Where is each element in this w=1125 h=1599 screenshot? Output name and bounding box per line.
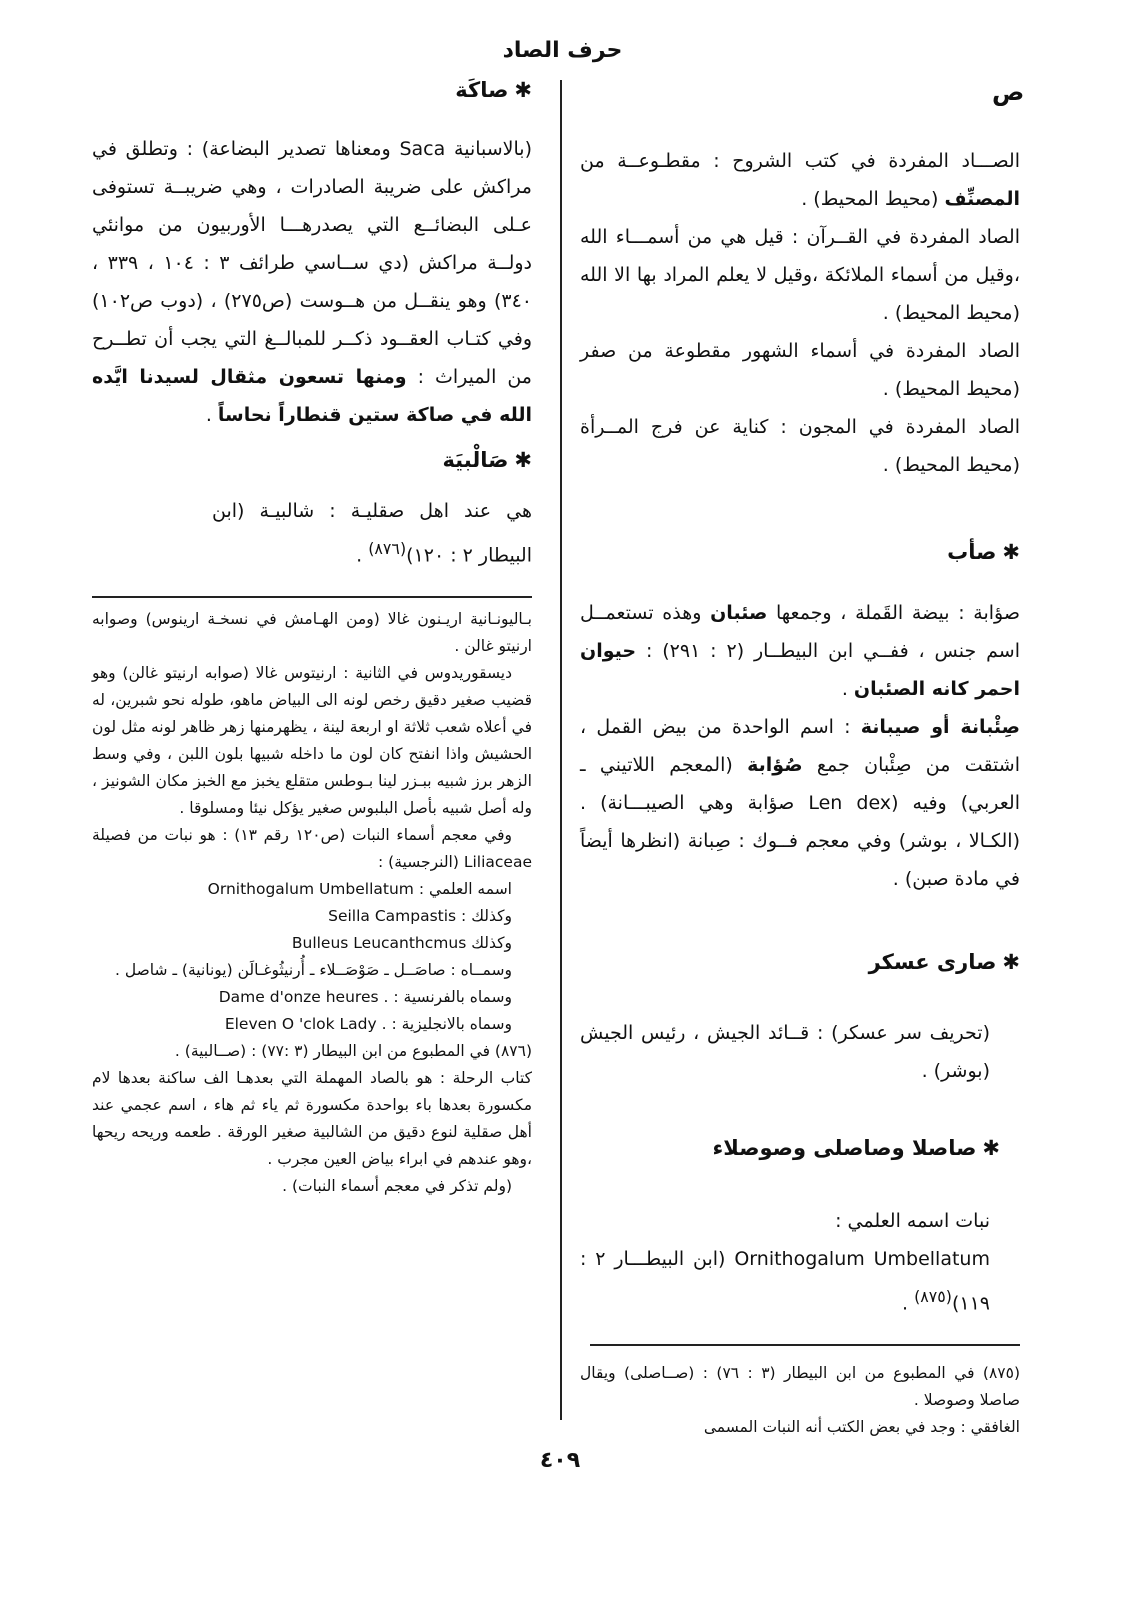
intro-paragraph: الصاد المفردة في القــرآن : قيل هي من أسمـــاء الله ،وقيل من أسماء الملائكة ،وقيل لا يعلم المراد بها الا الله (محيط المحيط) . [580,226,1020,324]
left-column [92,70,532,1200]
footnote: وكذلك : Seilla Campastis [328,907,512,926]
page-title: حرف الصاد [502,38,623,63]
footnote: بـاليونـانية اريـنون غالا (ومن الهـامش في نسخـة ارينوس) وصوابه ارنيتو غالن . [92,610,532,656]
intro-paragraph: الصاد المفردة في المجون : كناية عن فرج المــرأة (محيط المحيط) . [580,416,1020,476]
footnote: كتاب الرحلة : هو بالصاد المهملة التي بعدهـا الف ساكنة بعدها لام مكسورة بعدها باء بواحدة مكسورة ثم ياء ثم هاء ، اسم عجمي عند أهل صقلية لنوع دقيق من الشالبية صغير الورقة . طعمه وريحه ريحها ،وهو عندهم في ابراء بياض العين مجرب . [92,1069,532,1169]
footnote: وسماه بالفرنسية : . Dame d'onze heures [218,988,512,1007]
footnote: الغافقي : وجد في بعض الكتب أنه النبات المسمى [703,1418,1020,1437]
right-column [580,70,1020,1441]
entry-paragraph: (بالاسبانية Saca ومعناها تصدير البضاعة) : وتطلق في مراكش على ضريبة الصادرات ، وهي ضريبــة تستوفى عـلى البضائــع التي يصدرهـــا الأوربيون من موانئي دولــة مراكش (دي ســاسي طرائف ٣ : ١٠٤ ، ٣٣٩ ، ٣٤٠) وهو ينقــل من هــوست (ص٢٧٥) ، (دوب ص١٠٢) وفي كتـاب العقــود ذكــر للمبالــغ التي يجب أن تطــرح من الميراث : ومنها تسعون مثقال لسيدنا ايَّده الله في صاكة ستين قنطاراً نحاساً . [92,138,533,426]
entry-heading: ✱صارى عسكر [868,950,1020,974]
entry-paragraph: (تحريف سر عسكر) : قــائد الجيش ، رئيس الجيش (بوشر) . [580,1022,990,1082]
asterisk-icon: ✱ [982,1136,1000,1160]
entry-paragraph: صؤابة : بيضة القَملة ، وجمعها صئبان وهذه تستعمــل اسم جنس ، ففــي ابن البيطــار (٢ : ٢٩١) : حيوان احمر كانه الصئبان . [580,602,1020,700]
column-divider [560,80,562,1420]
footnote: (٨٧٦) في المطبوع من ابن البيطار (٣ :٧٧) : (صــالبية) . [174,1042,532,1061]
intro-paragraph: الصـــاد المفردة في كتب الشروح : مقطـوعــة من المصنِّف (محيط المحيط) . [580,150,1020,210]
entry-paragraph: هي عند اهل صقليـة : شالبيـة (ابن البيطار ٢ : ١٢٠)$^{(٨٧٦)}$ . [212,500,532,567]
footnote: وفي معجم أسماء النبات (ص١٢٠ رقم ١٣) : هو نبات من فصيلة Liliaceae (النرجسية) : [92,826,532,872]
footnote: اسمه العلمي : Ornithogalum Umbellatum [207,880,512,899]
footnote: (ولم تذكر في معجم أسماء النبات) . [282,1177,512,1196]
entry-paragraph: صِئْبانة أو صيبانة : اسم الواحدة من بيض القمل ، اشتقت من صِئْبان جمع صُؤابة (المعجم اللاتيني ـ العربي) وفيه (Len dex صؤابة وهي الصيبـــانة) . (الكـالا ، بوشر) وفي معجم فــوك : صِبانة (انظرها أيضاً في مادة صبن) . [580,716,1020,890]
entry-heading: ✱صَالْبيَة [442,448,532,472]
footnote: وسمــاه : صاصَــل ـ صَوْصَــلاء ـ أُرنيثُوغـالَن (يونانية) ـ شاصل . [115,961,512,980]
asterisk-icon: ✱ [1002,540,1020,564]
entry-heading: ✱صأب [947,540,1020,564]
section-letter: ص [992,78,1025,106]
entry-paragraph: Ornithogalum Umbellatum (ابن البيطـــار ٢ : ١١٩)$^{(٨٧٥)}$ . [580,1248,990,1315]
entry-paragraph: نبات اسمه العلمي : [835,1210,990,1232]
asterisk-icon: ✱ [514,448,532,472]
footnote: وسماه بالانجليزية : . Eleven O 'clok Lady [224,1015,512,1034]
intro-paragraph: الصاد المفردة في أسماء الشهور مقطوعة من صفر (محيط المحيط) . [580,340,1020,400]
entry-heading: ✱صاكَة [455,78,532,102]
footnote: وكذلك Bulleus Leucanthcmus [291,934,512,953]
footnote: (٨٧٥) في المطبوع من ابن البيطار (٣ : ٧٦) : (صــاصلى) ويقال صاصلا وصوصلا . [580,1364,1021,1410]
footnote: ديسقوريدوس في الثانية : ارنيتوس غالا (صوابه ارنيتو غالن) وهو قضيب صغير دقيق رخص لونه الى البياض ماهو، طوله نحو شبرين، له في أعلاه شعب ثلاثة او اربعة لينة ، يظهرمنها زهر ظاهر لونه مثل لون الحشيش واذا انفتح كان لون ما داخله شبيها بلون اللبن ، وفي وسط الزهر برز شبيه ببـزر لينا بـوطس متقلع يخبز مع الخبز مكان الشونيز ، وله أصل شبيه بأصل البلبوس صغير يؤكل نيئا ومسلوقا . [92,664,532,818]
entry-heading: ✱صاصلا وصاصلى وصوصلاء [712,1136,1000,1160]
asterisk-icon: ✱ [514,78,532,102]
page-number: ٤٠٩ [539,1448,581,1473]
asterisk-icon: ✱ [1002,950,1020,974]
